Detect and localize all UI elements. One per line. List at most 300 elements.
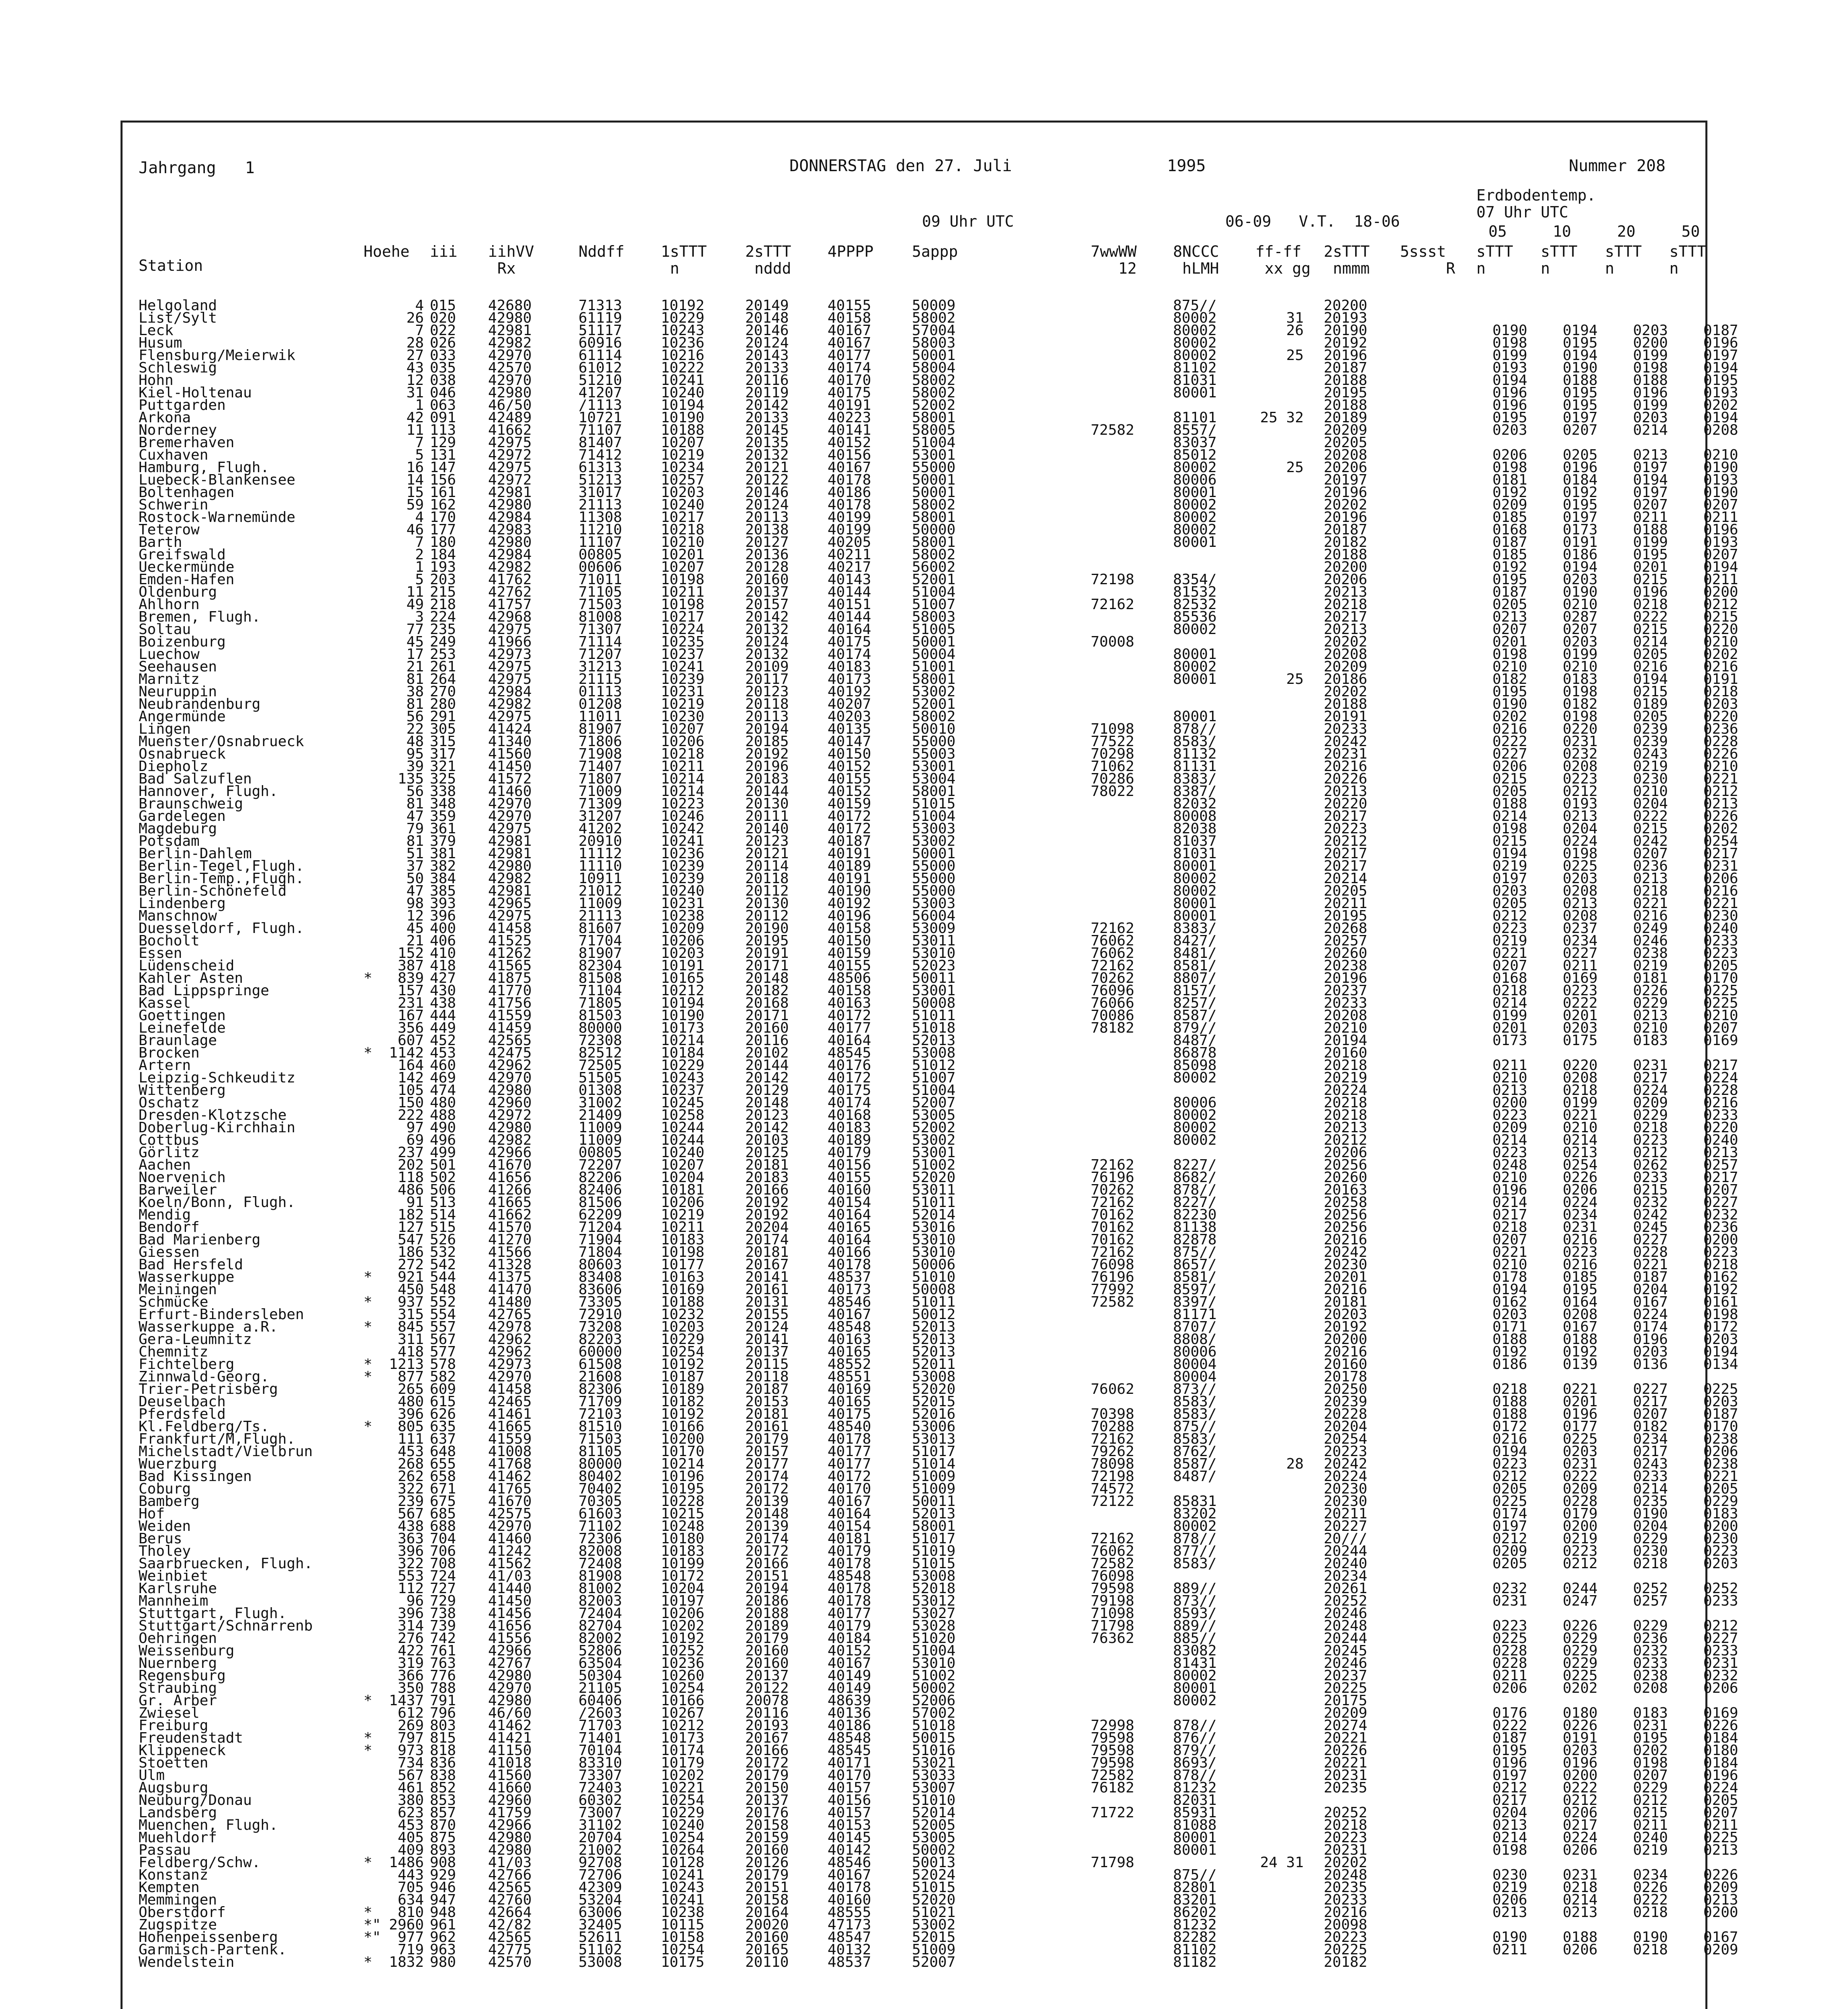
station-id: 063 — [430, 397, 456, 413]
cell-soil-10: 0208 — [1563, 1306, 1598, 1323]
cell-2sttt-vt: 20193 — [1324, 310, 1368, 326]
cell-soil-05: 0213 — [1492, 1817, 1527, 1833]
cell-8nccc: 879// — [1173, 1020, 1217, 1036]
cell-soil-10: 0234 — [1563, 1207, 1598, 1223]
cell-4pppp: 40170 — [828, 372, 871, 389]
cell-8nccc: 83201 — [1173, 1892, 1217, 1908]
cell-nddff: 21608 — [579, 1369, 622, 1385]
cell-5appp: 53008 — [912, 1045, 956, 1061]
cell-8nccc: 885// — [1173, 1630, 1217, 1647]
cell-2sttt-vt: 20217 — [1324, 609, 1368, 625]
cell-4pppp: 40189 — [828, 1132, 871, 1148]
cell-8nccc: 8383/ — [1173, 920, 1217, 937]
cell-8nccc: 80001 — [1173, 858, 1217, 874]
station-name: Berus — [139, 1530, 182, 1547]
station-height: 322 — [397, 1481, 424, 1497]
station-name: Boltenhagen — [139, 484, 235, 501]
cell-1sttt: 10234 — [661, 459, 705, 476]
cell-2sttt: 20204 — [745, 1219, 789, 1236]
cell-2sttt: 20142 — [745, 397, 789, 413]
cell-iihvv: 42982 — [488, 1132, 532, 1148]
cell-1sttt: 10194 — [661, 995, 705, 1011]
cell-1sttt: 10222 — [661, 360, 705, 376]
cell-soil-10: 0200 — [1563, 1767, 1598, 1784]
cell-nddff: 81510 — [579, 1418, 622, 1435]
station-name: Potsdam — [139, 833, 200, 849]
cell-2sttt-vt: 20192 — [1324, 1319, 1368, 1335]
cell-5appp: 53006 — [912, 1418, 956, 1435]
cell-2sttt: 20160 — [745, 1842, 789, 1858]
station-height: 12 — [406, 372, 424, 389]
cell-1sttt: 10203 — [661, 945, 705, 962]
cell-iihvv: 41440 — [488, 1580, 532, 1597]
station-id: 929 — [430, 1867, 456, 1883]
cell-2sttt: 20130 — [745, 796, 789, 812]
cell-7wwww: 72162 — [1091, 1530, 1135, 1547]
cell-8nccc: 8693/ — [1173, 1755, 1217, 1771]
cell-8nccc: 8583/ — [1173, 733, 1217, 750]
cell-5appp: 53003 — [912, 820, 956, 837]
station-name: Luebeck-Blankensee — [139, 472, 296, 488]
station-id: 033 — [430, 347, 456, 364]
station-name: Frankfurt/M,Flugh. — [139, 1431, 296, 1447]
cell-soil-20: 0212 — [1633, 1792, 1668, 1809]
station-id: 131 — [430, 447, 456, 463]
cell-2sttt: 20145 — [745, 422, 789, 438]
cell-soil-50: 0172 — [1703, 1319, 1738, 1335]
cell-nddff: 71703 — [579, 1717, 622, 1734]
station-id: 729 — [430, 1593, 456, 1609]
cell-8nccc: 81102 — [1173, 360, 1217, 376]
station-id: 502 — [430, 1169, 456, 1186]
cell-soil-50: 0203 — [1703, 1393, 1738, 1410]
col-7wwww: 7wwWW 12 — [1091, 243, 1137, 277]
station-name: Seehausen — [139, 659, 217, 675]
cell-8nccc: 80002 — [1173, 1132, 1217, 1148]
cell-soil-10: 0190 — [1563, 360, 1598, 376]
cell-2sttt-vt: 20175 — [1324, 1692, 1368, 1709]
cell-soil-50: 0190 — [1703, 484, 1738, 501]
cell-2sttt-vt: 20221 — [1324, 1730, 1368, 1746]
cell-soil-20: 0239 — [1633, 733, 1668, 750]
station-flag: * — [364, 1294, 372, 1310]
cell-8nccc: 8597/ — [1173, 1281, 1217, 1298]
cell-5appp: 50001 — [912, 845, 956, 862]
station-name: Ahlhorn — [139, 596, 200, 613]
cell-1sttt: 10229 — [661, 1331, 705, 1348]
cell-soil-50: 0224 — [1703, 1780, 1738, 1796]
cell-4pppp: 40178 — [828, 1879, 871, 1896]
cell-4pppp: 40192 — [828, 683, 871, 700]
cell-2sttt: 20190 — [745, 920, 789, 937]
cell-4pppp: 40178 — [828, 497, 871, 513]
station-height: 21 — [406, 659, 424, 675]
cell-2sttt-vt: 20209 — [1324, 422, 1368, 438]
station-height: 396 — [397, 1605, 424, 1622]
cell-5appp: 58002 — [912, 497, 956, 513]
cell-1sttt: 10239 — [661, 870, 705, 887]
cell-soil-20: 0232 — [1633, 1194, 1668, 1211]
station-name: Arkona — [139, 409, 191, 426]
cell-2sttt-vt: 20196 — [1324, 347, 1368, 364]
cell-2sttt: 20188 — [745, 1605, 789, 1622]
station-name: Konstanz — [139, 1867, 209, 1883]
cell-2sttt: 20124 — [745, 634, 789, 650]
cell-soil-10: 0223 — [1563, 982, 1598, 999]
cell-soil-05: 0210 — [1492, 1169, 1527, 1186]
cell-nddff: 73007 — [579, 1804, 622, 1821]
cell-1sttt: 10211 — [661, 758, 705, 775]
cell-soil-20: 0187 — [1633, 1269, 1668, 1285]
cell-soil-50: 0233 — [1703, 1593, 1738, 1609]
cell-2sttt-vt: 20244 — [1324, 1543, 1368, 1559]
cell-2sttt: 20142 — [745, 1119, 789, 1136]
cell-2sttt: 20181 — [745, 1406, 789, 1422]
cell-7wwww: 71798 — [1091, 1618, 1135, 1634]
cell-soil-10: 0188 — [1563, 1331, 1598, 1348]
cell-iihvv: 41458 — [488, 920, 532, 937]
col-station: Station — [139, 257, 203, 274]
cell-soil-10: 0222 — [1563, 1780, 1598, 1796]
cell-soil-20: 0227 — [1633, 1232, 1668, 1248]
cell-nddff: 82003 — [579, 1593, 622, 1609]
cell-4pppp: 40177 — [828, 1456, 871, 1472]
cell-soil-50: 0216 — [1703, 883, 1738, 899]
cell-nddff: 80402 — [579, 1468, 622, 1485]
cell-nddff: 21012 — [579, 883, 622, 899]
cell-soil-10: 0182 — [1563, 696, 1598, 712]
cell-soil-10: 0221 — [1563, 1381, 1598, 1397]
cell-soil-50: 0211 — [1703, 571, 1738, 588]
cell-2sttt: 20126 — [745, 1854, 789, 1871]
cell-4pppp: 48506 — [828, 970, 871, 986]
cell-soil-50: 0211 — [1703, 1817, 1738, 1833]
cell-1sttt: 10195 — [661, 1481, 705, 1497]
cell-1sttt: 10187 — [661, 1369, 705, 1385]
cell-nddff: 82406 — [579, 1182, 622, 1198]
station-height: 7 — [415, 534, 424, 550]
cell-soil-20: 0189 — [1633, 696, 1668, 712]
cell-iihvv: 42/82 — [488, 1917, 532, 1933]
station-id: 022 — [430, 322, 456, 339]
cell-4pppp: 40147 — [828, 733, 871, 750]
cell-2sttt: 20131 — [745, 1294, 789, 1310]
cell-soil-20: 0229 — [1633, 995, 1668, 1011]
cell-nddff: 31213 — [579, 659, 622, 675]
cell-soil-10: 0231 — [1563, 1867, 1598, 1883]
cell-8nccc: 83082 — [1173, 1643, 1217, 1659]
cell-8nccc: 86878 — [1173, 1045, 1217, 1061]
cell-7wwww: 72162 — [1091, 920, 1135, 937]
cell-soil-10: 0139 — [1563, 1356, 1598, 1373]
cell-7wwww: 79598 — [1091, 1755, 1135, 1771]
cell-8nccc: 878// — [1173, 721, 1217, 737]
station-id: 177 — [430, 522, 456, 538]
cell-8nccc: 8583/ — [1173, 1431, 1217, 1447]
cell-2sttt: 20140 — [745, 820, 789, 837]
station-name: Diepholz — [139, 758, 209, 775]
cell-1sttt: 10183 — [661, 1543, 705, 1559]
cell-soil-10: 0204 — [1563, 820, 1598, 837]
station-name: Essen — [139, 945, 182, 962]
cell-8nccc: 8157/ — [1173, 982, 1217, 999]
station-height: 1 — [415, 397, 424, 413]
cell-soil-05: 0192 — [1492, 559, 1527, 575]
cell-soil-20: 0249 — [1633, 920, 1668, 937]
cell-soil-10: 0210 — [1563, 1119, 1598, 1136]
cell-soil-05: 0176 — [1492, 1705, 1527, 1721]
cell-soil-05: 0192 — [1492, 484, 1527, 501]
cell-8nccc: 8583/ — [1173, 1555, 1217, 1572]
station-height: 269 — [397, 1717, 424, 1734]
cell-2sttt-vt: 20212 — [1324, 833, 1368, 849]
cell-2sttt: 20192 — [745, 1207, 789, 1223]
cell-5appp: 52007 — [912, 1095, 956, 1111]
station-id: 739 — [430, 1618, 456, 1634]
cell-5appp: 53007 — [912, 1780, 956, 1796]
cell-soil-05: 0174 — [1492, 1506, 1527, 1522]
cell-soil-10: 0203 — [1563, 1742, 1598, 1759]
station-name: Gera-Leumnitz — [139, 1331, 252, 1348]
cell-2sttt: 20181 — [745, 1157, 789, 1173]
station-id: 444 — [430, 1007, 456, 1024]
cell-2sttt: 20158 — [745, 1817, 789, 1833]
cell-nddff: 71207 — [579, 646, 622, 663]
cell-soil-50: 0180 — [1703, 1742, 1738, 1759]
cell-8nccc: 80001 — [1173, 1680, 1217, 1696]
cell-soil-05: 0218 — [1492, 982, 1527, 999]
cell-nddff: 72306 — [579, 1530, 622, 1547]
station-id: 946 — [430, 1879, 456, 1896]
cell-iihvv: 42984 — [488, 683, 532, 700]
cell-soil-20: 0211 — [1633, 1817, 1668, 1833]
station-height: 47 — [406, 883, 424, 899]
cell-soil-10: 0222 — [1563, 1468, 1598, 1485]
cell-2sttt: 20182 — [745, 982, 789, 999]
cell-soil-10: 0195 — [1563, 335, 1598, 351]
cell-soil-10: 0196 — [1563, 1406, 1598, 1422]
station-height: 46 — [406, 522, 424, 538]
cell-7wwww: 72162 — [1091, 1431, 1135, 1447]
station-height: 95 — [406, 746, 424, 762]
station-name: Puttgarden — [139, 397, 226, 413]
cell-iihvv: 41665 — [488, 1194, 532, 1211]
cell-2sttt-vt: 20231 — [1324, 1842, 1368, 1858]
cell-iihvv: 42978 — [488, 1319, 532, 1335]
station-name: Emden-Hafen — [139, 571, 235, 588]
cell-5appp: 51009 — [912, 1468, 956, 1485]
cell-soil-50: 0210 — [1703, 1007, 1738, 1024]
cell-iihvv: 42565 — [488, 1929, 532, 1946]
cell-8nccc: 8587/ — [1173, 1456, 1217, 1472]
cell-5appp: 50001 — [912, 484, 956, 501]
station-height: 112 — [397, 1580, 424, 1597]
cell-5appp: 51016 — [912, 1742, 956, 1759]
cell-soil-20: 0230 — [1633, 771, 1668, 787]
cell-soil-10: 0214 — [1563, 1132, 1598, 1148]
cell-1sttt: 10177 — [661, 1256, 705, 1273]
cell-soil-05: 0168 — [1492, 522, 1527, 538]
cell-soil-10: 0179 — [1563, 1506, 1598, 1522]
cell-7wwww: 78182 — [1091, 1020, 1135, 1036]
cell-nddff: 73208 — [579, 1319, 622, 1335]
station-id: 853 — [430, 1792, 456, 1809]
cell-soil-50: 0202 — [1703, 397, 1738, 413]
cell-4pppp: 40160 — [828, 1892, 871, 1908]
cell-soil-50: 0238 — [1703, 1456, 1738, 1472]
station-height: 27 — [406, 347, 424, 364]
cell-2sttt: 20144 — [745, 1057, 789, 1074]
station-height: 45 — [406, 634, 424, 650]
cell-soil-10: 0216 — [1563, 1256, 1598, 1273]
cell-soil-50: 0200 — [1703, 584, 1738, 600]
cell-soil-50: 0225 — [1703, 982, 1738, 999]
cell-1sttt: 10207 — [661, 721, 705, 737]
cell-soil-50: 0161 — [1703, 1294, 1738, 1310]
cell-soil-20: 0136 — [1633, 1356, 1668, 1373]
cell-soil-10: 0195 — [1563, 497, 1598, 513]
cell-soil-50: 0190 — [1703, 459, 1738, 476]
cell-4pppp: 48548 — [828, 1568, 871, 1584]
cell-7wwww: 78022 — [1091, 783, 1135, 800]
cell-2sttt: 20110 — [745, 1954, 789, 1970]
cell-1sttt: 10231 — [661, 683, 705, 700]
cell-soil-20: 0224 — [1633, 1082, 1668, 1099]
cell-soil-50: 0210 — [1703, 634, 1738, 650]
station-id: 554 — [430, 1306, 456, 1323]
cell-4pppp: 40173 — [828, 1281, 871, 1298]
cell-1sttt: 10179 — [661, 1755, 705, 1771]
cell-8nccc: 80002 — [1173, 1692, 1217, 1709]
cell-nddff: 82304 — [579, 957, 622, 974]
cell-iihvv: 41421 — [488, 1730, 532, 1746]
cell-iihvv: 41566 — [488, 1244, 532, 1260]
cell-soil-05: 0221 — [1492, 945, 1527, 962]
cell-soil-50: 0193 — [1703, 534, 1738, 550]
cell-nddff: 72505 — [579, 1057, 622, 1074]
cell-1sttt: 10229 — [661, 310, 705, 326]
cell-1sttt: 10257 — [661, 472, 705, 488]
cell-5appp: 53001 — [912, 758, 956, 775]
cell-soil-05: 0195 — [1492, 683, 1527, 700]
station-id: 685 — [430, 1506, 456, 1522]
cell-nddff: 32405 — [579, 1917, 622, 1933]
cell-soil-20: 0207 — [1633, 497, 1668, 513]
cell-1sttt: 10238 — [661, 908, 705, 924]
station-id: 170 — [430, 509, 456, 526]
cell-iihvv: 41/03 — [488, 1568, 532, 1584]
station-id: 658 — [430, 1468, 456, 1485]
cell-4pppp: 40174 — [828, 360, 871, 376]
cell-1sttt: 10198 — [661, 571, 705, 588]
cell-2sttt-vt: 20225 — [1324, 1941, 1368, 1958]
cell-soil-50: 0232 — [1703, 1667, 1738, 1684]
cell-iihvv: 42570 — [488, 1954, 532, 1970]
station-flag: * — [364, 1904, 372, 1921]
station-height: 547 — [397, 1232, 424, 1248]
cell-soil-10: 0228 — [1563, 1493, 1598, 1510]
cell-2sttt: 20132 — [745, 447, 789, 463]
cell-soil-05: 0210 — [1492, 1070, 1527, 1086]
cell-iihvv: 42966 — [488, 1643, 532, 1659]
cell-iihvv: 41770 — [488, 982, 532, 999]
cell-soil-50: 0203 — [1703, 696, 1738, 712]
cell-1sttt: 10173 — [661, 1020, 705, 1036]
cell-2sttt: 20116 — [745, 372, 789, 389]
cell-1sttt: 10267 — [661, 1705, 705, 1721]
station-id: 129 — [430, 434, 456, 451]
cell-iihvv: 42980 — [488, 497, 532, 513]
cell-4pppp: 40165 — [828, 1344, 871, 1360]
station-name: Doberlug-Kirchhain — [139, 1119, 296, 1136]
cell-soil-10: 0208 — [1563, 1070, 1598, 1086]
cell-soil-05: 0213 — [1492, 609, 1527, 625]
cell-2sttt: 20116 — [745, 1032, 789, 1049]
cell-soil-05: 0207 — [1492, 621, 1527, 638]
cell-4pppp: 40164 — [828, 1232, 871, 1248]
cell-2sttt: 20102 — [745, 1045, 789, 1061]
cell-soil-50: 0240 — [1703, 1132, 1738, 1148]
cell-8nccc: 878// — [1173, 1530, 1217, 1547]
cell-2sttt-vt: 20205 — [1324, 883, 1368, 899]
cell-8nccc: 80002 — [1173, 509, 1217, 526]
cell-iihvv: 42980 — [488, 1842, 532, 1858]
station-height: 7 — [415, 434, 424, 451]
cell-nddff: /1113 — [579, 397, 622, 413]
cell-soil-10: 0194 — [1563, 347, 1598, 364]
cell-soil-10: 0218 — [1563, 1082, 1598, 1099]
cell-8nccc: 85931 — [1173, 1804, 1217, 1821]
cell-7wwww: 72162 — [1091, 957, 1135, 974]
cell-1sttt: 10241 — [661, 833, 705, 849]
cell-soil-05: 0197 — [1492, 870, 1527, 887]
cell-8nccc: 85536 — [1173, 609, 1217, 625]
cell-soil-10: 0214 — [1563, 1892, 1598, 1908]
cell-5appp: 57002 — [912, 1705, 956, 1721]
cell-iihvv: 42983 — [488, 522, 532, 538]
col-iihvv: iihVV Rx — [488, 243, 534, 277]
station-name: Zwiesel — [139, 1705, 200, 1721]
station-height: 973 — [397, 1742, 424, 1759]
station-name: Oberstdorf — [139, 1904, 226, 1921]
cell-soil-20: 0183 — [1633, 1705, 1668, 1721]
cell-soil-20: 0194 — [1633, 472, 1668, 488]
cell-1sttt: 10218 — [661, 522, 705, 538]
cell-2sttt-vt: 20188 — [1324, 397, 1368, 413]
cell-iihvv: 42966 — [488, 1144, 532, 1161]
cell-4pppp: 40173 — [828, 671, 871, 687]
cell-1sttt: 10229 — [661, 1804, 705, 1821]
cell-5appp: 55000 — [912, 459, 956, 476]
cell-4pppp: 40175 — [828, 385, 871, 401]
cell-iihvv: 42981 — [488, 484, 532, 501]
station-id: 818 — [430, 1742, 456, 1759]
station-id: 544 — [430, 1269, 456, 1285]
cell-soil-20: 0226 — [1633, 1879, 1668, 1896]
station-name: Osnabrueck — [139, 746, 226, 762]
cell-8nccc: 80001 — [1173, 671, 1217, 687]
cell-5appp: 58002 — [912, 310, 956, 326]
cell-7wwww: 76096 — [1091, 982, 1135, 999]
cell-1sttt: 10180 — [661, 1530, 705, 1547]
cell-1sttt: 10198 — [661, 596, 705, 613]
cell-1sttt: 10221 — [661, 1780, 705, 1796]
cell-2sttt-vt: 20235 — [1324, 1780, 1368, 1796]
cell-soil-05: 0223 — [1492, 1144, 1527, 1161]
cell-2sttt: 20133 — [745, 409, 789, 426]
cell-soil-50: 0236 — [1703, 721, 1738, 737]
cell-soil-20: 0201 — [1633, 559, 1668, 575]
